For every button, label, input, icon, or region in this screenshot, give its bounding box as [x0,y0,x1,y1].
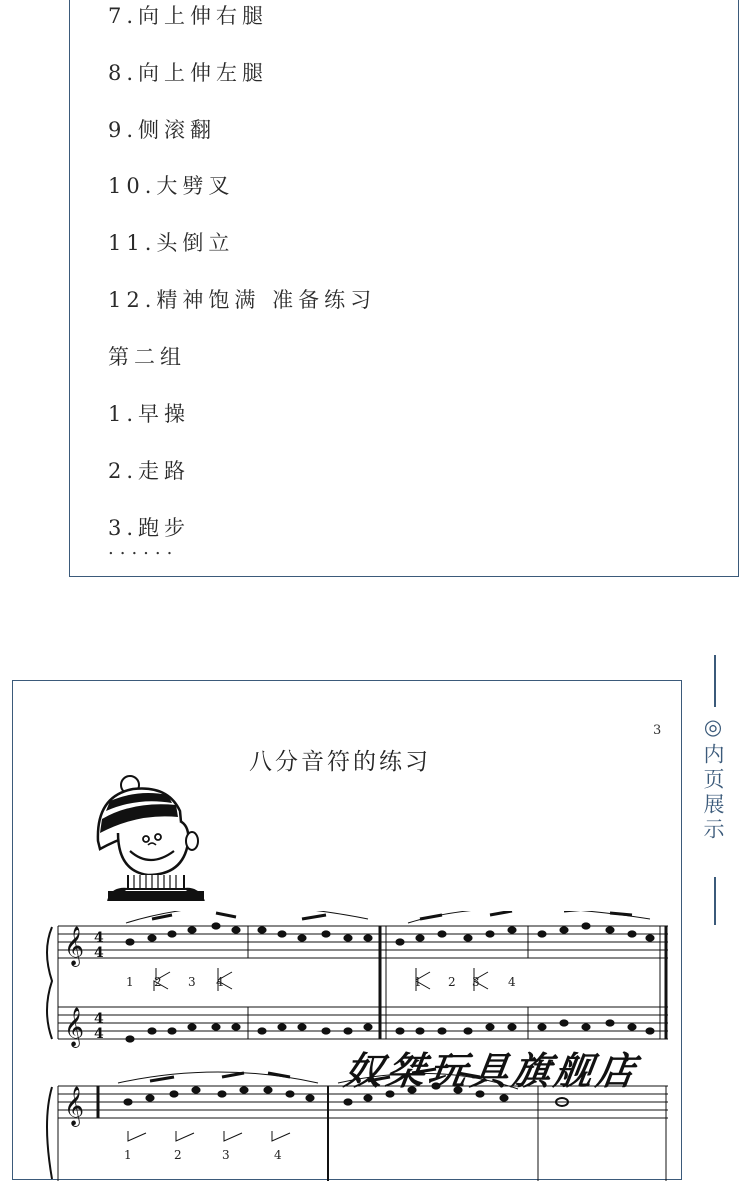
svg-text:𝄞: 𝄞 [64,1086,85,1126]
toc-item: 10.大劈叉 [108,174,235,198]
toc-item: 3.跑步 [108,516,191,540]
svg-text:4: 4 [94,930,104,946]
svg-text:4: 4 [94,945,104,961]
fingering-number: 1 [414,975,422,989]
toc-group-heading: 第二组 [108,345,186,369]
svg-text:4: 4 [94,1011,104,1027]
fingering-number: 3 [188,975,196,989]
toc-item: 8.向上伸左腿 [108,61,269,85]
svg-text:4: 4 [94,1026,104,1042]
fingering-number: 3 [472,975,480,989]
toc-box [69,0,739,577]
toc-item: 11.头倒立 [108,231,235,255]
fingering-number: 4 [274,1148,282,1162]
side-label-text: ◎内页展示 [701,715,725,843]
toc-item: 12.精神饱满 准备练习 [108,288,377,312]
fingering-number: 1 [126,975,134,989]
fingering-number: 1 [124,1148,132,1162]
side-divider-bottom [714,877,716,925]
page-preview [12,680,682,1180]
page-title: 八分音符的练习 [249,749,431,775]
fingering-number: 3 [222,1148,230,1162]
fingering-number: 4 [216,975,224,989]
fingering-number: 4 [508,975,516,989]
svg-text:𝄞: 𝄞 [64,926,85,966]
toc-item: 1.早操 [108,402,191,426]
side-label [700,655,730,925]
svg-text:𝄞: 𝄞 [64,1007,85,1047]
toc-item: 2.走路 [108,459,191,483]
toc-ellipsis: ...... [108,538,179,559]
fingering-number: 2 [448,975,456,989]
store-watermark: 奴桀玩具旗舰店 [341,1048,642,1093]
fingering-number: 2 [174,1148,182,1162]
page-number: 3 [653,723,662,738]
toc-item: 7.向上伸右腿 [108,4,269,28]
side-divider-top [714,655,716,707]
cartoon-boy-illustration [88,771,213,901]
toc-item: 9.侧滚翻 [108,118,217,142]
fingering-number: 2 [154,975,162,989]
